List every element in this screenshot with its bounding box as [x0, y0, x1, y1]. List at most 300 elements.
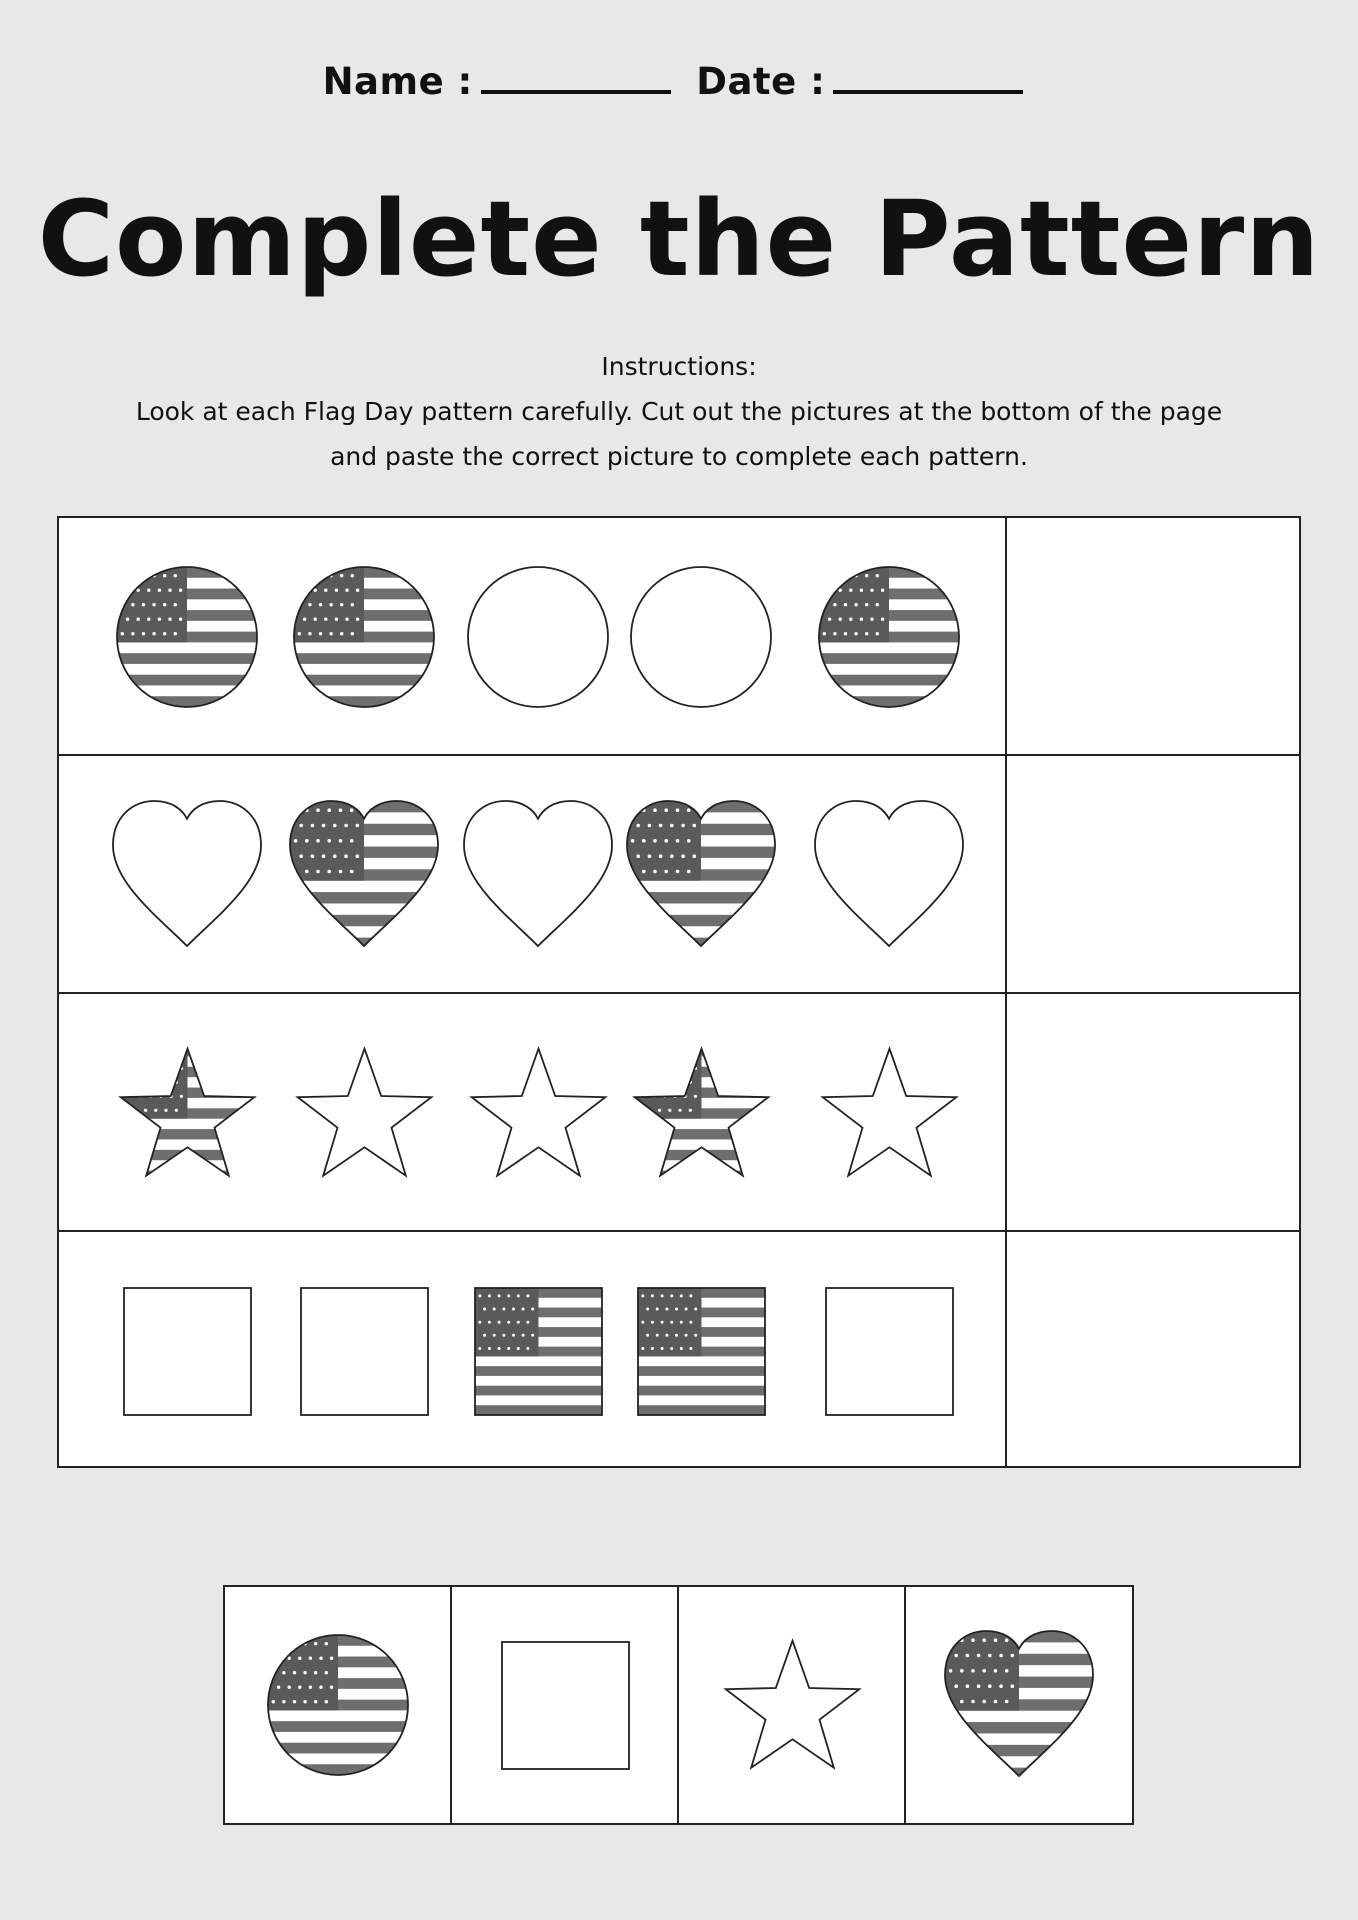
flag-star-dot — [333, 824, 337, 828]
flag-star-dot — [988, 1654, 992, 1658]
flag-star-dot — [131, 603, 134, 606]
flag-star-dot — [327, 808, 331, 812]
flag-star-dot — [870, 618, 873, 621]
flag-star-dot — [299, 824, 303, 828]
flag-star-dot — [650, 1320, 653, 1323]
flag-star-dot — [679, 1294, 682, 1297]
flag-star-dot — [293, 1642, 296, 1645]
heart-outline — [815, 801, 963, 946]
flag-star-dot — [154, 1108, 157, 1111]
flag-star-dot — [982, 1638, 986, 1642]
plain-heart-icon — [113, 801, 261, 949]
flag-stripe — [294, 653, 434, 664]
flag-star-dot — [828, 618, 831, 621]
flag-star-dot — [648, 854, 652, 858]
flag-star-dot — [168, 618, 171, 621]
flag-star-dot — [971, 1700, 975, 1704]
flag-star-dot — [865, 632, 868, 635]
flag-star-dot — [147, 618, 150, 621]
flag-star-dot — [339, 839, 343, 843]
flag-star-dot — [169, 1066, 172, 1069]
flag-star-dot — [282, 1642, 285, 1645]
flag-star-dot — [277, 1686, 280, 1689]
flag-star-dot — [329, 632, 332, 635]
flag-star-dot — [329, 603, 332, 606]
answer-box[interactable] — [1007, 1232, 1301, 1470]
flag-star-dot — [314, 618, 317, 621]
cutout-strip — [223, 1585, 1134, 1825]
flag-star-dot — [133, 1080, 136, 1083]
flag-star-dot — [683, 1066, 686, 1069]
flag-star-dot — [483, 1333, 486, 1336]
flag-stripe — [268, 1743, 408, 1754]
flag-square-icon — [638, 1288, 765, 1415]
flag-star-dot — [854, 603, 857, 606]
flag-star-dot — [131, 574, 134, 577]
flag-star-dot — [311, 854, 315, 858]
flag-star-dot — [693, 1094, 696, 1097]
flag-star-dot — [675, 1333, 678, 1336]
flag-star-dot — [526, 1320, 529, 1323]
flag-star-dot — [678, 1108, 681, 1111]
flag-star-dot — [631, 839, 635, 843]
flag-star-dot — [653, 839, 657, 843]
flag-star-dot — [833, 632, 836, 635]
flag-star-dot — [174, 574, 177, 577]
flag-star-dot — [966, 1654, 970, 1658]
flag-star-dot — [492, 1307, 495, 1310]
flag-star-dot — [308, 632, 311, 635]
flag-star-dot — [340, 632, 343, 635]
square-outline — [502, 1642, 629, 1769]
flag-star-dot — [631, 808, 635, 812]
flag-star-dot — [1005, 1700, 1009, 1704]
flag-star-dot — [653, 870, 657, 874]
flag-star-dot — [350, 808, 354, 812]
flag-star-dot — [293, 1700, 296, 1703]
flag-stripe — [120, 1149, 255, 1159]
flag-star-dot — [335, 589, 338, 592]
flag-star-dot — [121, 574, 124, 577]
flag-stripe — [268, 1764, 408, 1775]
answer-box[interactable] — [1007, 994, 1301, 1230]
flag-stripe — [634, 1170, 769, 1180]
flag-star-dot — [849, 618, 852, 621]
plain-square-icon — [502, 1642, 629, 1769]
flag-star-dot — [492, 1333, 495, 1336]
flag-star-dot — [351, 574, 354, 577]
flag-star-dot — [655, 1307, 658, 1310]
flag-star-dot — [849, 589, 852, 592]
flag-star-dot — [299, 854, 303, 858]
flag-star-dot — [516, 1320, 519, 1323]
flag-star-dot — [839, 618, 842, 621]
flag-star-icon — [120, 1046, 255, 1181]
flag-star-dot — [497, 1347, 500, 1350]
flag-star-dot — [164, 1108, 167, 1111]
flag-star-dot — [282, 1700, 285, 1703]
flag-star-dot — [844, 632, 847, 635]
flag-star-dot — [994, 1638, 998, 1642]
flag-star-dot — [123, 1080, 126, 1083]
flag-star-dot — [351, 603, 354, 606]
flag-star-dot — [668, 1080, 671, 1083]
flag-heart-icon — [627, 801, 775, 949]
flag-star-dot — [982, 1700, 986, 1704]
flag-star-dot — [689, 1320, 692, 1323]
instructions-line-2: and paste the correct picture to complete each pattern. — [330, 442, 1028, 471]
flag-heart-icon — [290, 801, 438, 949]
flag-star-dot — [642, 870, 646, 874]
flag-star-dot — [351, 632, 354, 635]
flag-star-dot — [960, 1700, 964, 1704]
flag-star-dot — [659, 854, 663, 858]
flag-star-dot — [670, 824, 674, 828]
flag-star-dot — [314, 1642, 317, 1645]
plain-star-icon — [471, 1046, 606, 1181]
flag-star-dot — [641, 1320, 644, 1323]
flag-star-dot — [646, 1333, 649, 1336]
flag-star-dot — [1011, 1684, 1015, 1688]
flag-star-dot — [163, 603, 166, 606]
flag-star-dot — [870, 589, 873, 592]
flag-star-dot — [1011, 1654, 1015, 1658]
cutout-cell-circle[interactable] — [225, 1587, 452, 1823]
flag-star-dot — [163, 574, 166, 577]
flag-star-dot — [658, 1080, 661, 1083]
flag-star-dot — [147, 589, 150, 592]
flag-star-dot — [356, 618, 359, 621]
plain-star-icon — [297, 1046, 432, 1181]
flag-star-dot — [478, 1347, 481, 1350]
flag-star-dot — [526, 1294, 529, 1297]
flag-stripe — [638, 1385, 765, 1395]
flag-star-dot — [123, 1052, 126, 1055]
flag-star-dot — [322, 824, 326, 828]
plain-heart-icon — [464, 801, 612, 949]
flag-star-dot — [179, 589, 182, 592]
flag-star-dot — [881, 589, 884, 592]
flag-star-dot — [138, 1066, 141, 1069]
flag-stripe — [627, 915, 775, 926]
cutout-cell-heart[interactable] — [906, 1587, 1133, 1823]
flag-star-dot — [298, 632, 301, 635]
cutout-cell-square[interactable] — [452, 1587, 679, 1823]
flag-star-dot — [128, 1066, 131, 1069]
flag-star-dot — [876, 603, 879, 606]
flag-star-dot — [324, 589, 327, 592]
flag-star-dot — [512, 1333, 515, 1336]
flag-star-dot — [487, 1294, 490, 1297]
flag-star-dot — [179, 1094, 182, 1097]
flag-star-dot — [339, 870, 343, 874]
flag-star-dot — [330, 1686, 333, 1689]
flag-star-dot — [152, 632, 155, 635]
flag-star-dot — [314, 1700, 317, 1703]
flag-star-dot — [324, 618, 327, 621]
flag-star-dot — [642, 839, 646, 843]
flag-star-dot — [681, 824, 685, 828]
flag-star-dot — [344, 854, 348, 858]
flag-star-dot — [664, 808, 668, 812]
flag-star-dot — [483, 1307, 486, 1310]
flag-star-dot — [159, 1066, 162, 1069]
flag-stripe — [638, 1366, 765, 1376]
flag-star-dot — [949, 1669, 953, 1673]
flag-stripe — [294, 696, 434, 707]
star-outline — [297, 1048, 431, 1175]
flag-star-dot — [144, 1108, 147, 1111]
flag-star-dot — [309, 1686, 312, 1689]
flag-star-dot — [650, 1347, 653, 1350]
flag-star-dot — [854, 632, 857, 635]
flag-star-dot — [844, 574, 847, 577]
flag-star-dot — [637, 1080, 640, 1083]
flag-stripe — [475, 1405, 602, 1415]
flag-star-dot — [670, 854, 674, 858]
flag-star-dot — [133, 1052, 136, 1055]
flag-star-dot — [487, 1320, 490, 1323]
cutout-cell-star[interactable] — [679, 1587, 906, 1823]
flag-star-dot — [668, 1052, 671, 1055]
flag-star-dot — [316, 839, 320, 843]
flag-star-dot — [314, 1671, 317, 1674]
flag-star-dot — [663, 1066, 666, 1069]
flag-stripe — [819, 653, 959, 664]
date-label: Date : — [696, 60, 826, 103]
flag-star-dot — [521, 1333, 524, 1336]
flag-star-dot — [350, 870, 354, 874]
flag-star-dot — [512, 1307, 515, 1310]
flag-circle-icon — [268, 1635, 408, 1775]
flag-star-dot — [303, 618, 306, 621]
page-title: Complete the Pattern — [37, 178, 1321, 300]
flag-star-dot — [319, 603, 322, 606]
flag-star-dot — [660, 1347, 663, 1350]
flag-star-dot — [637, 1052, 640, 1055]
answer-box[interactable] — [1007, 756, 1301, 992]
flag-star-dot — [142, 603, 145, 606]
flag-star-dot — [319, 632, 322, 635]
flag-star-dot — [966, 1684, 970, 1688]
flag-star-dot — [319, 1686, 322, 1689]
circle-outline — [468, 567, 608, 707]
flag-star-dot — [693, 854, 697, 858]
flag-star-dot — [526, 1347, 529, 1350]
flag-star-dot — [664, 839, 668, 843]
flag-star-dot — [676, 839, 680, 843]
circle-outline — [631, 567, 771, 707]
flag-star-dot — [497, 1320, 500, 1323]
answer-box[interactable] — [1007, 518, 1301, 754]
flag-star-dot — [131, 632, 134, 635]
flag-circle-icon — [294, 567, 434, 707]
flag-star-dot — [319, 1657, 322, 1660]
flag-stripe — [294, 675, 434, 686]
flag-star-dot — [668, 1108, 671, 1111]
flag-star-dot — [828, 589, 831, 592]
flag-star-dot — [502, 1333, 505, 1336]
flag-stripe — [117, 675, 257, 686]
flag-star-dot — [675, 1307, 678, 1310]
flag-star-dot — [325, 1642, 328, 1645]
flag-star-dot — [319, 574, 322, 577]
flag-star-dot — [305, 839, 309, 843]
flag-stripe — [117, 696, 257, 707]
flag-star-dot — [303, 1671, 306, 1674]
flag-star-dot — [168, 589, 171, 592]
flag-stripe — [268, 1721, 408, 1732]
flag-star-dot — [163, 632, 166, 635]
flag-star-dot — [688, 1052, 691, 1055]
flag-star-dot — [994, 1700, 998, 1704]
flag-star-dot — [988, 1684, 992, 1688]
flag-star-dot — [174, 632, 177, 635]
flag-circle-icon — [117, 567, 257, 707]
flag-star-dot — [497, 1294, 500, 1297]
flag-star-dot — [689, 1347, 692, 1350]
star-outline — [822, 1048, 956, 1175]
flag-star-dot — [684, 1307, 687, 1310]
star-outline — [471, 1048, 605, 1175]
flag-star-dot — [687, 839, 691, 843]
flag-star-dot — [154, 1080, 157, 1083]
flag-star-dot — [681, 854, 685, 858]
flag-star-dot — [658, 1052, 661, 1055]
flag-star-dot — [684, 1333, 687, 1336]
flag-star-dot — [142, 574, 145, 577]
name-date-header — [0, 60, 1358, 103]
flag-star-dot — [487, 1347, 490, 1350]
flag-stripe — [638, 1405, 765, 1415]
flag-circle-icon — [819, 567, 959, 707]
flag-star-dot — [865, 574, 868, 577]
name-field[interactable] — [481, 60, 671, 94]
flag-star-dot — [665, 1333, 668, 1336]
flag-star-dot — [676, 870, 680, 874]
plain-star-icon — [725, 1638, 860, 1773]
flag-star-dot — [670, 1347, 673, 1350]
flag-star-dot — [655, 1333, 658, 1336]
flag-star-dot — [179, 618, 182, 621]
flag-star-dot — [673, 1066, 676, 1069]
flag-star-dot — [272, 1642, 275, 1645]
flag-star-dot — [833, 603, 836, 606]
flag-star-dot — [298, 1657, 301, 1660]
flag-star-dot — [660, 1294, 663, 1297]
flag-star-dot — [521, 1307, 524, 1310]
flag-star-dot — [356, 854, 360, 858]
square-outline — [826, 1288, 953, 1415]
flag-star-dot — [340, 603, 343, 606]
flag-star-dot — [327, 839, 331, 843]
square-outline — [301, 1288, 428, 1415]
flag-star-dot — [676, 808, 680, 812]
flag-star-dot — [350, 839, 354, 843]
flag-star-dot — [1005, 1638, 1009, 1642]
square-outline — [124, 1288, 251, 1415]
flag-star-dot — [646, 1307, 649, 1310]
instructions-heading: Instructions: — [601, 352, 757, 381]
flag-star-dot — [999, 1654, 1003, 1658]
pattern-row-square — [59, 1232, 1299, 1470]
flag-star-dot — [647, 1052, 650, 1055]
flag-star-dot — [294, 839, 298, 843]
flag-star-icon — [634, 1046, 769, 1181]
plain-circle-icon — [631, 567, 771, 707]
flag-star-dot — [658, 1108, 661, 1111]
pattern-table — [57, 516, 1301, 1468]
flag-star-dot — [641, 1347, 644, 1350]
date-field[interactable] — [833, 60, 1023, 94]
flag-star-dot — [330, 1657, 333, 1660]
flag-star-dot — [316, 870, 320, 874]
flag-star-dot — [137, 618, 140, 621]
flag-star-dot — [982, 1669, 986, 1673]
flag-star-dot — [123, 1108, 126, 1111]
flag-star-dot — [876, 574, 879, 577]
flag-stripe — [120, 1170, 255, 1180]
flag-star-dot — [960, 1669, 964, 1673]
flag-star-dot — [507, 1294, 510, 1297]
flag-star-dot — [340, 574, 343, 577]
flag-star-dot — [1005, 1669, 1009, 1673]
flag-star-dot — [516, 1294, 519, 1297]
flag-star-dot — [687, 870, 691, 874]
flag-star-dot — [325, 1700, 328, 1703]
flag-star-dot — [999, 1684, 1003, 1688]
flag-star-dot — [478, 1320, 481, 1323]
flag-star-dot — [311, 824, 315, 828]
flag-star-dot — [977, 1684, 981, 1688]
flag-star-dot — [823, 574, 826, 577]
flag-star-dot — [954, 1654, 958, 1658]
plain-heart-icon — [815, 801, 963, 949]
instructions — [80, 344, 1278, 479]
flag-star-dot — [694, 1333, 697, 1336]
flag-stripe — [475, 1385, 602, 1395]
flag-star-dot — [647, 1080, 650, 1083]
flag-star-dot — [294, 808, 298, 812]
flag-star-dot — [333, 854, 337, 858]
flag-stripe — [634, 1149, 769, 1159]
flag-star-dot — [502, 1307, 505, 1310]
flag-star-dot — [345, 589, 348, 592]
flag-star-dot — [158, 589, 161, 592]
flag-star-dot — [174, 603, 177, 606]
flag-star-dot — [282, 1671, 285, 1674]
flag-star-dot — [648, 824, 652, 828]
flag-star-dot — [277, 1657, 280, 1660]
flag-star-dot — [149, 1066, 152, 1069]
flag-square-icon — [475, 1288, 602, 1415]
heart-outline — [464, 801, 612, 946]
flag-stripe — [117, 653, 257, 664]
flag-star-dot — [678, 1052, 681, 1055]
pattern-row-circle — [59, 518, 1299, 756]
flag-star-dot — [507, 1347, 510, 1350]
flag-stripe — [120, 1129, 255, 1139]
name-label: Name : — [322, 60, 473, 103]
flag-star-dot — [158, 618, 161, 621]
plain-square-icon — [301, 1288, 428, 1415]
flag-star-dot — [823, 632, 826, 635]
flag-star-dot — [670, 1294, 673, 1297]
plain-square-icon — [826, 1288, 953, 1415]
flag-star-dot — [126, 589, 129, 592]
flag-star-dot — [949, 1638, 953, 1642]
flag-star-dot — [689, 1294, 692, 1297]
